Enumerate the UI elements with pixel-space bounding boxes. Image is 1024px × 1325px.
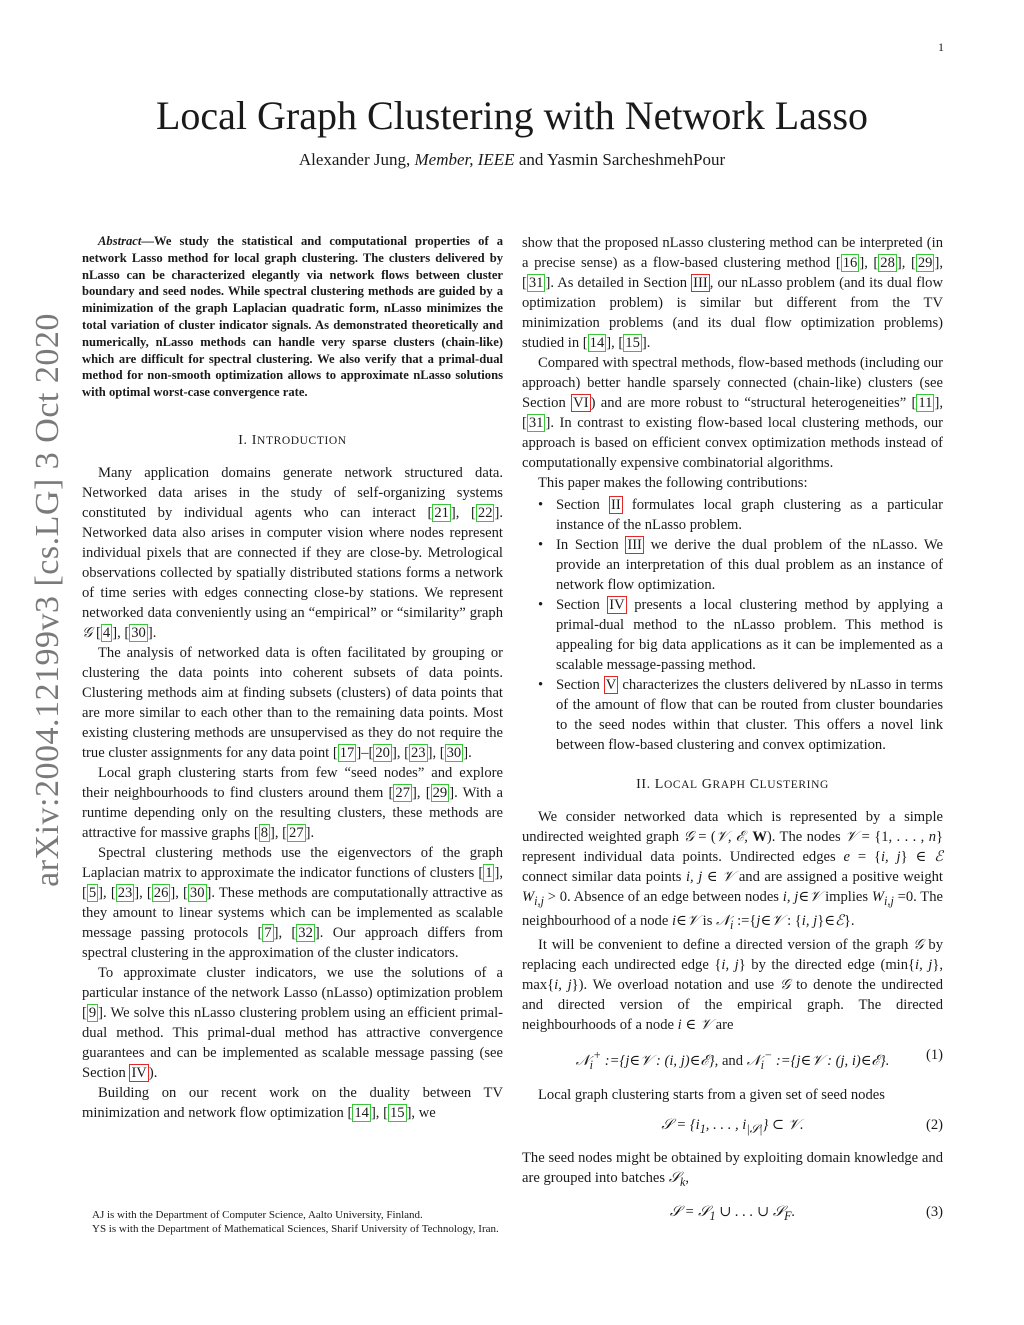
paragraph: To approximate cluster indicators, we use the solutions of a particular instance of the network Lasso (nLasso) optimization problem [ 9 ]. We solve this nLasso clustering problem using an efficient primal-dual method. This primal-dual method has attractive convergence guarantees and can be implemented as scalable message passing (see Section IV ). <box>82 964 503 1081</box>
citation-link[interactable]: 1 <box>485 864 493 881</box>
section-ref-link[interactable]: III <box>627 537 642 553</box>
citation-link[interactable]: 22 <box>477 504 493 521</box>
citation-link[interactable]: 15 <box>625 335 640 351</box>
arxiv-stamp-text: arXiv:2004.12199v3 [cs.LG] 3 Oct 2020 <box>29 313 66 887</box>
citation-link[interactable]: 8 <box>260 824 268 841</box>
citation-link[interactable]: 14 <box>589 335 605 351</box>
paragraph: show that the proposed nLasso clustering method can be interpreted (in a precise sense) as a flow-based clustering method [ 16 ], [ 28 ], [ 29 ], [ 31 ]. As detailed in Section III , our nLasso problem (and its dual flow optimization problem) is similar but different from the TV minimization problems (and its dual flow optimization problems) studied in [ 14 ], [ 15 ]. <box>522 235 944 351</box>
footnote-line: AJ is with the Department of Computer Science, Aalto University, Finland. <box>92 1209 423 1221</box>
citation-link[interactable]: 7 <box>264 924 272 941</box>
citation-link[interactable]: 30 <box>189 884 205 901</box>
citation-link[interactable]: 20 <box>375 744 390 761</box>
list-item: • Section V characterizes the clusters delivered by nLasso in terms of the amount of flow that can be routed from cluster boundaries to the seed nodes within that cluster. This offers a novel link between flow-based clustering and convex optimization. <box>522 675 943 755</box>
section-title-initial: L <box>654 777 664 792</box>
paragraph: Compared with spectral methods, flow-based methods (including our approach) better handle sparsely connected (chain-like) clusters (see Section VI ) and are more robust to “structural heterogeneities” [ 11 ], [ 31 ]. In contrast to existing flow-based local clustering methods, our approach is based on efficient convex optimization methods instead of computationally expensive combinatorial algorithms. <box>522 355 943 471</box>
citation-link[interactable]: 29 <box>432 784 448 801</box>
citation-link[interactable]: 27 <box>395 784 410 801</box>
section-title-initial: G <box>701 777 713 792</box>
section-title-initial: C <box>749 777 760 792</box>
section-title-rest: OCAL <box>663 779 698 791</box>
citation-link[interactable]: 23 <box>410 744 426 761</box>
right-column <box>522 233 943 1236</box>
section-heading-introduction <box>82 431 503 451</box>
citation-link[interactable]: 28 <box>880 255 895 271</box>
paragraph: This paper makes the following contributions: <box>538 475 808 491</box>
citation-link[interactable]: 31 <box>528 275 544 291</box>
equation-3: 𝒮 = 𝒮$_1$ ∪ . . . ∪ 𝒮$_F$. (3) <box>669 1204 943 1224</box>
abstract <box>82 233 503 401</box>
citation-link[interactable]: 5 <box>88 884 97 901</box>
section-title-rest: NTRODUCTION <box>257 434 347 447</box>
citation-link[interactable]: 21 <box>434 504 449 521</box>
footnote <box>82 1208 503 1236</box>
citation-link[interactable]: 4 <box>102 624 111 641</box>
section-title-rest: RAPH <box>712 779 746 791</box>
citation-link[interactable]: 15 <box>389 1104 405 1121</box>
page-number: 1 <box>938 40 944 54</box>
citation-link[interactable]: 30 <box>131 624 146 641</box>
section-ref-link[interactable]: III <box>693 275 708 291</box>
author-role: Member, IEEE <box>414 150 515 169</box>
citation-link[interactable]: 31 <box>528 415 544 431</box>
abstract-label: Abstract <box>98 234 142 248</box>
paragraph: The analysis of networked data is often facilitated by grouping or clustering the data points into coherent subsets of data points. Clustering methods aim at finding subsets (clusters) of data points that are more similar to each other than to the remaining data points. Most existing clustering methods are unsupervised as they do not require the true cluster assignments for any data point [ 17 ]–[ 20 ], [ 23 ], [ 30 ]. <box>82 644 503 761</box>
footnote-line: YS is with the Department of Mathematical Sciences, Sharif University of Technology, Iran. <box>92 1223 499 1235</box>
section-ref-link[interactable]: IV <box>609 597 625 613</box>
citation-link[interactable]: 16 <box>842 255 858 271</box>
paragraph: Local graph clustering starts from a given set of seed nodes <box>538 1086 885 1103</box>
citation-link[interactable]: 11 <box>918 395 933 411</box>
abstract-text: —We study the statistical and computational properties of a network Lasso method for local graph clustering. The clusters delivered by nLasso can be characterized elegantly via network flows between cluster boundary and seed nodes. While spectral clustering methods are guided by a minimization of the graph Laplacian quadratic form, nLasso minimizes the total variation of cluster indicator signals. As demonstrated theoretically and numerically, nLasso methods can handle very sparse clusters (chain-like) which are difficult for spectral clustering. We also verify that a primal-dual method for non-smooth optimization allows to approximate nLasso solutions with optimal worst-case convergence rate. <box>82 234 503 400</box>
paragraph: Building on our recent work on the duality between TV minimization and network flow optimization [ 14 ], [ 15 ], we <box>82 1084 503 1121</box>
section-title-initial: I <box>251 432 258 448</box>
section-number: I. <box>238 432 248 448</box>
left-column <box>82 233 503 1123</box>
section-heading-local-graph-clustering <box>522 775 943 795</box>
citation-link[interactable]: 29 <box>917 255 933 271</box>
citation-link[interactable]: 32 <box>298 924 313 941</box>
citation-link[interactable]: 17 <box>339 744 355 761</box>
section-ref-link[interactable]: IV <box>131 1064 147 1081</box>
author-rest: and Yasmin SarcheshmehPour <box>518 150 726 169</box>
section-ref-link[interactable]: II <box>610 497 621 513</box>
contribution-list <box>522 495 943 755</box>
citation-link[interactable]: 23 <box>117 884 133 901</box>
author-first: Alexander Jung, <box>298 150 411 169</box>
paragraph: Spectral clustering methods use the eigenvectors of the graph Laplacian matrix to approximate the indicator functions of clusters [ 1 ], [ 5 ], [ 23 ], [ 26 ], [ 30 ]. These methods are computationally attractive as they amount to linear systems which can be implemented as scalable message passing protocols [ 7 ], [ 32 ]. Our approach differs from spectral clustering in the approximation of the cluster indicators. <box>82 844 503 961</box>
list-item: • Section IV presents a local clustering method by applying a primal-dual method to the nLasso problem. This method is appealing for big data applications as it can be implemented as a scalable message-passing method. <box>522 595 943 675</box>
citation-link[interactable]: 27 <box>289 824 304 841</box>
list-item: • In Section III we derive the dual problem of the nLasso. We provide an interpretation of this dual problem as an instance of network flow optimization. <box>522 535 943 595</box>
paper-title: Local Graph Clustering with Network Lasso <box>155 93 869 138</box>
paragraph: The seed nodes might be obtained by exploiting domain knowledge and are grouped into batches 𝒮$_k$, <box>522 1150 943 1190</box>
citation-link[interactable]: 9 <box>88 1004 97 1021</box>
citation-link[interactable]: 14 <box>354 1104 369 1121</box>
paragraph: It will be convenient to define a directed version of the graph 𝒢 by replacing each undirected edge {i, j} by the directed edge (min{i, j}, max{i, j}). We overload notation and use 𝒢 to denote the undirected and directed version of the empirical graph. The directed neighbourhoods of a node i ∈ 𝒱 are <box>522 936 944 1033</box>
author-line <box>0 150 1024 170</box>
equation-1: 𝒩$_i$+ :={j∈𝒱 : (i, j)∈ℰ}, and 𝒩$_i$− :={j∈𝒱 : (j, i)∈ℰ}. (1) <box>575 1046 943 1072</box>
list-item: • Section II formulates local graph clustering as a particular instance of the nLasso problem. <box>522 495 943 535</box>
citation-link[interactable]: 26 <box>153 884 169 901</box>
paragraph: Many application domains generate network structured data. Networked data arises in the study of self-organizing systems constituted by individual agents who can interact [ 21 ], [ 22 ]. Networked data also arises in computer vision where nodes represent individual pixels that are connected if they are close-by. Metrological observations collected by spatially distributed stations forms a network of time series with edges connecting close-by stations. We represent networked data conveniently using an “empirical” or “similarity” graph 𝒢 [ 4 ], [ 30 ]. <box>82 464 503 641</box>
citation-link[interactable]: 30 <box>446 744 462 761</box>
section-ref-link[interactable]: V <box>605 677 617 693</box>
section-ref-link[interactable]: VI <box>573 395 589 411</box>
section-title-rest: LUSTERING <box>759 779 829 791</box>
paragraph: We consider networked data which is represented by a simple undirected weighted graph 𝒢 = (𝒱, ℰ, W). The nodes 𝒱 = {1, . . . , n} represent individual data points. Undirected edges e = {i, j} ∈ ℰ connect similar data points i, j ∈ 𝒱 and are assigned a positive weight $W_{i,j} > 0$. Absence of an edge between nodes i, j∈𝒱 implies $W_{i,j} =0$. The neighbourhood of a node i∈𝒱 is 𝒩$_i$ :={j∈𝒱 : {i, j}∈ℰ}. <box>522 809 943 932</box>
equation-2: 𝒮 = {$i_1$, . . . , $i_{|𝒮|}$} ⊂ 𝒱. (2) <box>661 1116 943 1136</box>
section-number: II. <box>636 777 651 792</box>
paragraph: Local graph clustering starts from few “seed nodes” and explore their neighbourhoods to find clusters around them [ 27 ], [ 29 ]. With a runtime depending only on the resulting clusters, these methods are attractive for massive graphs [ 8 ], [ 27 ]. <box>82 764 503 841</box>
